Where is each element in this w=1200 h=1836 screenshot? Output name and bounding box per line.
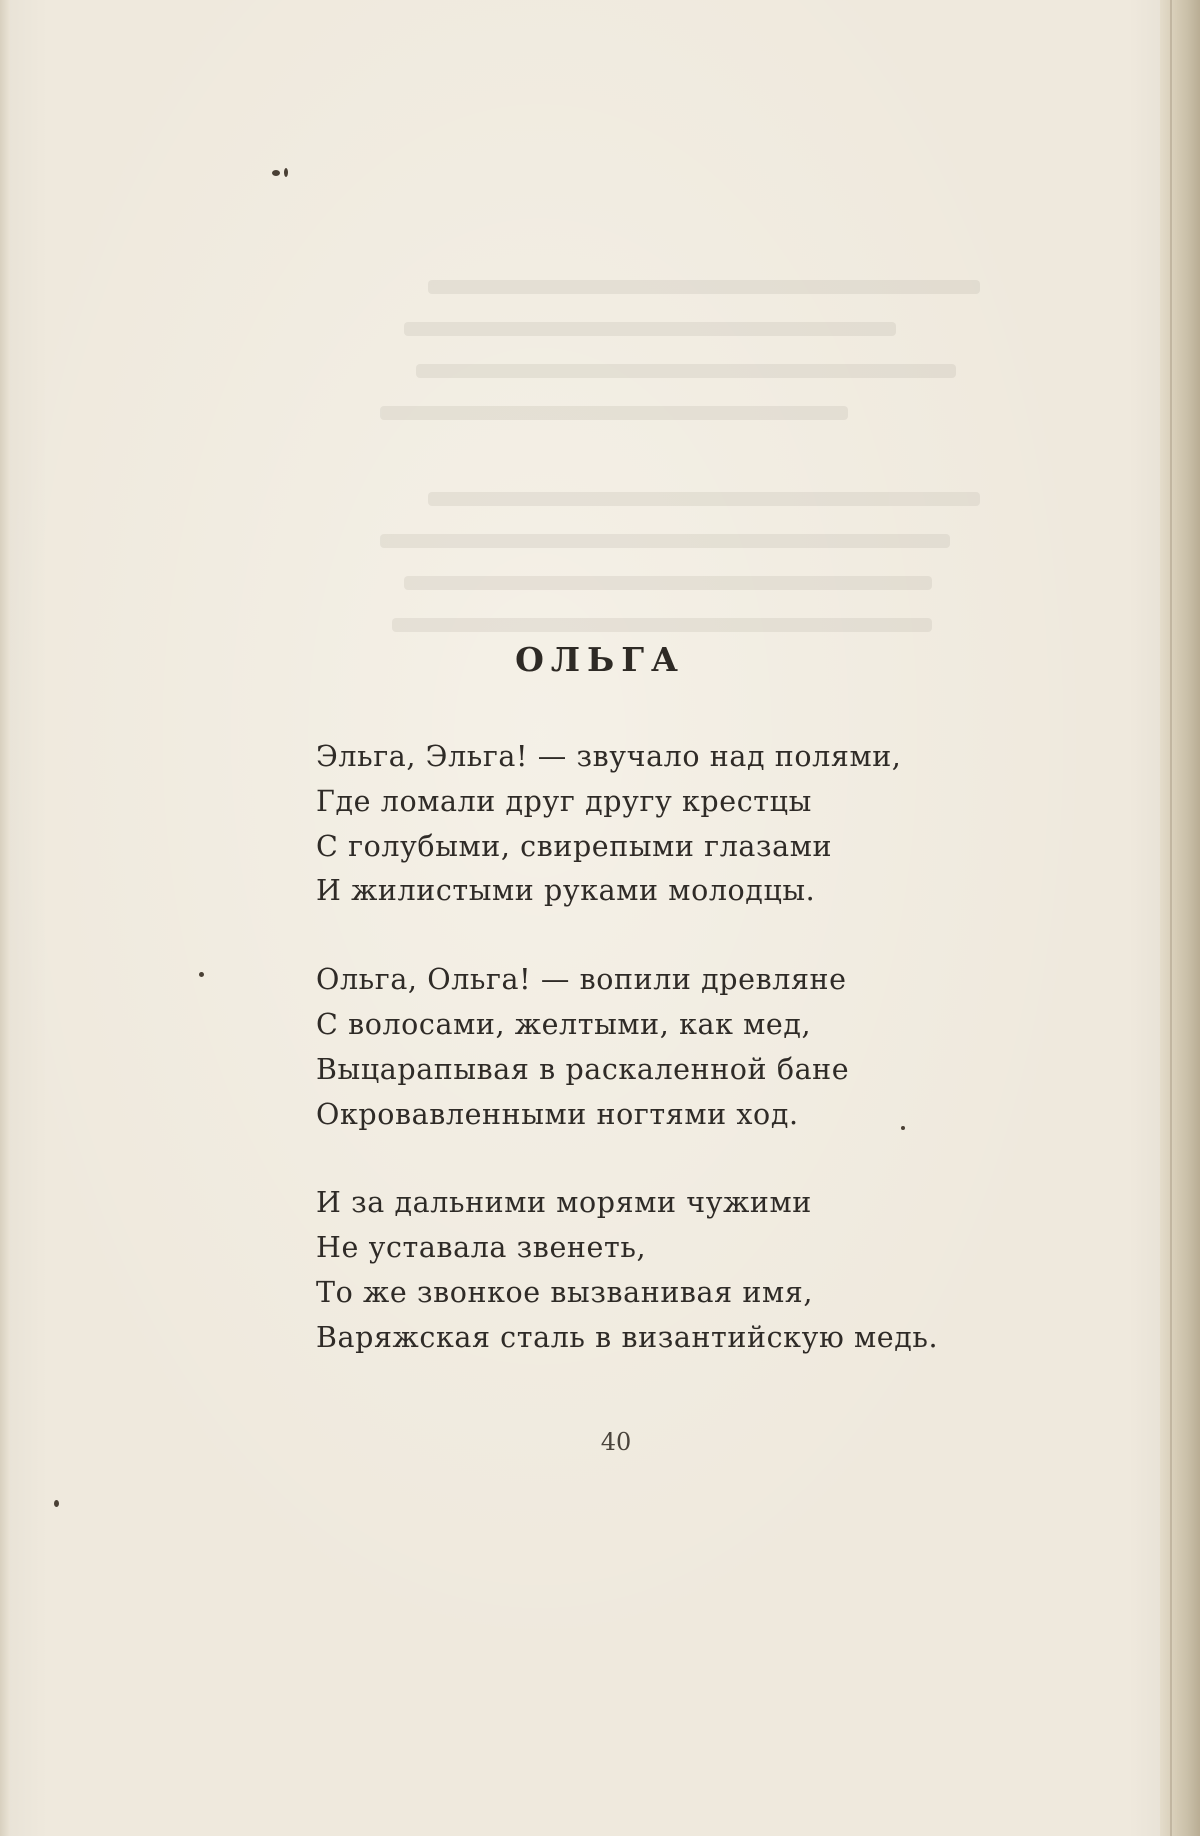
poem-line: Выцарапывая в раскаленной бане xyxy=(316,1052,850,1086)
bleed-through-text xyxy=(380,280,980,680)
stanza xyxy=(316,1181,1036,1360)
ink-speck xyxy=(284,168,288,177)
poem-line: С голубыми, свирепыми глазами xyxy=(316,829,833,863)
poem-line: Ольга, Ольга! — вопили древляне xyxy=(316,963,847,997)
poem-body xyxy=(316,735,1036,1405)
poem-line: С волосами, желтыми, как мед, xyxy=(316,1007,812,1041)
stanza xyxy=(316,735,1036,914)
ink-speck xyxy=(272,170,280,176)
poem-line: Не уставала звенеть, xyxy=(316,1231,647,1265)
poem-line: Варяжская сталь в византийскую медь. xyxy=(316,1320,939,1354)
page-left-edge xyxy=(0,0,10,1836)
poem-line: И жилистыми руками молодцы. xyxy=(316,874,816,908)
ink-speck xyxy=(199,972,204,977)
ink-speck xyxy=(54,1500,59,1507)
poem-line: Где ломали друг другу крестцы xyxy=(316,784,812,818)
poem-line: То же звонкое вызванивая имя, xyxy=(316,1275,813,1309)
poem-line: И за дальними морями чужими xyxy=(316,1186,812,1220)
poem-title: ОЛЬГА xyxy=(515,640,685,679)
poem-line: Эльга, Эльга! — звучало над полями, xyxy=(316,740,902,773)
page-number: 40 xyxy=(600,1428,632,1456)
poem-line: Окровавленными ногтями ход. xyxy=(316,1097,799,1131)
stanza xyxy=(316,958,1036,1137)
page-right-edge xyxy=(1160,0,1200,1836)
